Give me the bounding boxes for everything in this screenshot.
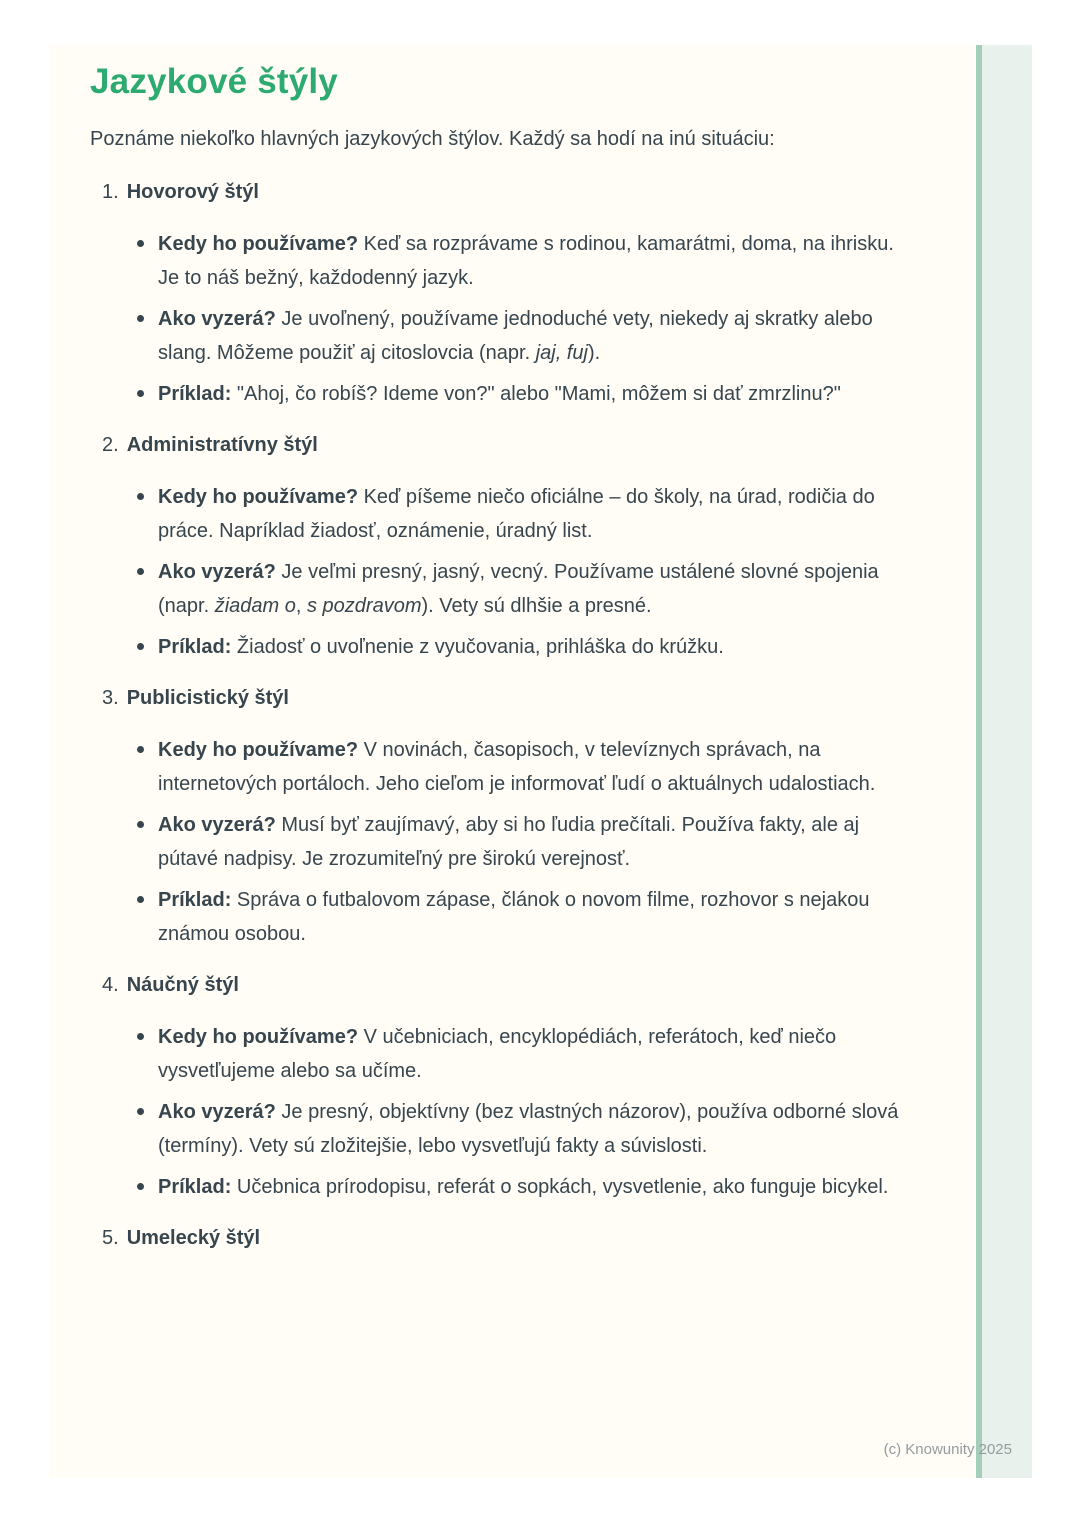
text-run: Je presný, objektívny (bez vlastných názorov), používa odborné slová (termíny). Vety sú zložitejšie, lebo vysvetľujú fakty a súvislosti. [158, 1100, 899, 1157]
bullet-dot-icon [137, 643, 144, 650]
bullet-item [137, 1020, 919, 1088]
bullet-dot-icon [137, 493, 144, 500]
bullet-dot-icon [137, 1108, 144, 1115]
bullet-dot-icon [137, 821, 144, 828]
bullet-item [137, 808, 919, 876]
bullet-item [137, 555, 919, 623]
bullet-item [137, 480, 919, 548]
text-run: Príklad: [158, 888, 232, 911]
text-run: Kedy ho používame? [158, 232, 359, 255]
bullet-text [158, 480, 919, 548]
section-heading [90, 176, 935, 209]
bullet-item [137, 1095, 919, 1163]
bullet-text [158, 883, 919, 951]
style-section [90, 429, 935, 664]
section-title: Hovorový štýl [126, 180, 259, 203]
section-heading [90, 682, 935, 715]
right-accent-stripe [976, 45, 1032, 1478]
bullet-item [137, 883, 919, 951]
bullet-text [158, 227, 919, 295]
document-content [50, 45, 935, 1255]
section-title: Publicistický štýl [126, 686, 289, 709]
bullet-dot-icon [137, 315, 144, 322]
section-number: 1. [102, 180, 119, 203]
text-run: Žiadosť o uvoľnenie z vyučovania, prihláška do krúžku. [231, 635, 724, 658]
style-section [90, 969, 935, 1204]
section-bullets [90, 480, 935, 664]
bullet-text [158, 302, 919, 370]
section-number: 3. [102, 686, 119, 709]
section-heading [90, 1222, 935, 1255]
section-heading [90, 429, 935, 462]
bullet-item [137, 227, 919, 295]
section-title: Umelecký štýl [126, 1226, 261, 1249]
text-run: Kedy ho používame? [158, 738, 359, 761]
section-bullets [90, 1020, 935, 1204]
bullet-dot-icon [137, 568, 144, 575]
text-run: ). [587, 341, 601, 364]
text-run: V novinách, časopisoch, v televíznych správach, na internetových portáloch. Jeho cieľom je informovať ľudí o aktuálnych udalostiach. [158, 738, 876, 795]
style-section [90, 682, 935, 951]
text-run: Ako vyzerá? [158, 813, 276, 836]
bullet-text [158, 555, 919, 623]
bullet-text [158, 733, 919, 801]
bullet-dot-icon [137, 1033, 144, 1040]
bullet-text [158, 1170, 888, 1204]
bullet-text [158, 630, 724, 664]
text-run: Ako vyzerá? [158, 560, 276, 583]
section-title: Náučný štýl [126, 973, 239, 996]
text-run: Správa o futbalovom zápase, článok o novom filme, rozhovor s nejakou známou osobou. [158, 888, 870, 945]
bullet-item [137, 377, 919, 411]
text-run: ). Vety sú dlhšie a presné. [421, 594, 652, 617]
bullet-item [137, 733, 919, 801]
bullet-dot-icon [137, 746, 144, 753]
section-number: 4. [102, 973, 119, 996]
style-section [90, 1222, 935, 1255]
bullet-dot-icon [137, 390, 144, 397]
bullet-dot-icon [137, 1183, 144, 1190]
text-run: Je uvoľnený, používame jednoduché vety, niekedy aj skratky alebo slang. Môžeme použiť aj citoslovcia (napr. [158, 307, 873, 364]
text-run: Príklad: [158, 635, 232, 658]
sections-list [90, 176, 935, 1255]
copyright-note: (c) Knowunity 2025 [883, 1441, 1012, 1458]
page-title: Jazykové štýly [90, 62, 338, 101]
text-run: jaj, fuj [535, 341, 588, 364]
text-run: Kedy ho používame? [158, 1025, 359, 1048]
text-run: žiadam o [214, 594, 296, 617]
text-run: V učebniciach, encyklopédiách, referátoch, keď niečo vysvetľujeme alebo sa učíme. [158, 1025, 837, 1082]
bullet-text [158, 1095, 919, 1163]
text-run: Je veľmi presný, jasný, vecný. Používame ustálené slovné spojenia (napr. [158, 560, 879, 617]
text-run: Učebnica prírodopisu, referát o sopkách, vysvetlenie, ako funguje bicykel. [231, 1175, 889, 1198]
bullet-text [158, 808, 919, 876]
text-run: Kedy ho používame? [158, 485, 359, 508]
text-run: Ako vyzerá? [158, 1100, 276, 1123]
style-section [90, 176, 935, 411]
section-bullets [90, 733, 935, 951]
bullet-item [137, 630, 919, 664]
section-title: Administratívny štýl [126, 433, 318, 456]
text-run: s pozdravom [306, 594, 422, 617]
bullet-item [137, 1170, 919, 1204]
bullet-dot-icon [137, 896, 144, 903]
worksheet-card [50, 45, 1032, 1478]
text-run: Ako vyzerá? [158, 307, 276, 330]
bullet-text [158, 1020, 919, 1088]
text-run: Keď sa rozprávame s rodinou, kamarátmi, doma, na ihrisku. Je to náš bežný, každodenný jazyk. [158, 232, 894, 289]
section-bullets [90, 227, 935, 411]
text-run: , [295, 594, 307, 617]
text-run: Musí byť zaujímavý, aby si ho ľudia prečítali. Používa fakty, ale aj pútavé nadpisy. Je zrozumiteľný pre širokú verejnosť. [158, 813, 860, 870]
section-number: 5. [102, 1226, 119, 1249]
bullet-item [137, 302, 919, 370]
text-run: Keď píšeme niečo oficiálne – do školy, na úrad, rodičia do práce. Napríklad žiadosť, oznámenie, úradný list. [158, 485, 875, 542]
text-run: "Ahoj, čo robíš? Ideme von?" alebo "Mami, môžem si dať zmrzlinu?" [231, 382, 841, 405]
text-run: Príklad: [158, 1175, 232, 1198]
bullet-text [158, 377, 841, 411]
intro-paragraph: Poznáme niekoľko hlavných jazykových štýlov. Každý sa hodí na inú situáciu: [90, 127, 775, 150]
section-number: 2. [102, 433, 119, 456]
bullet-dot-icon [137, 240, 144, 247]
section-heading [90, 969, 935, 1002]
text-run: Príklad: [158, 382, 232, 405]
